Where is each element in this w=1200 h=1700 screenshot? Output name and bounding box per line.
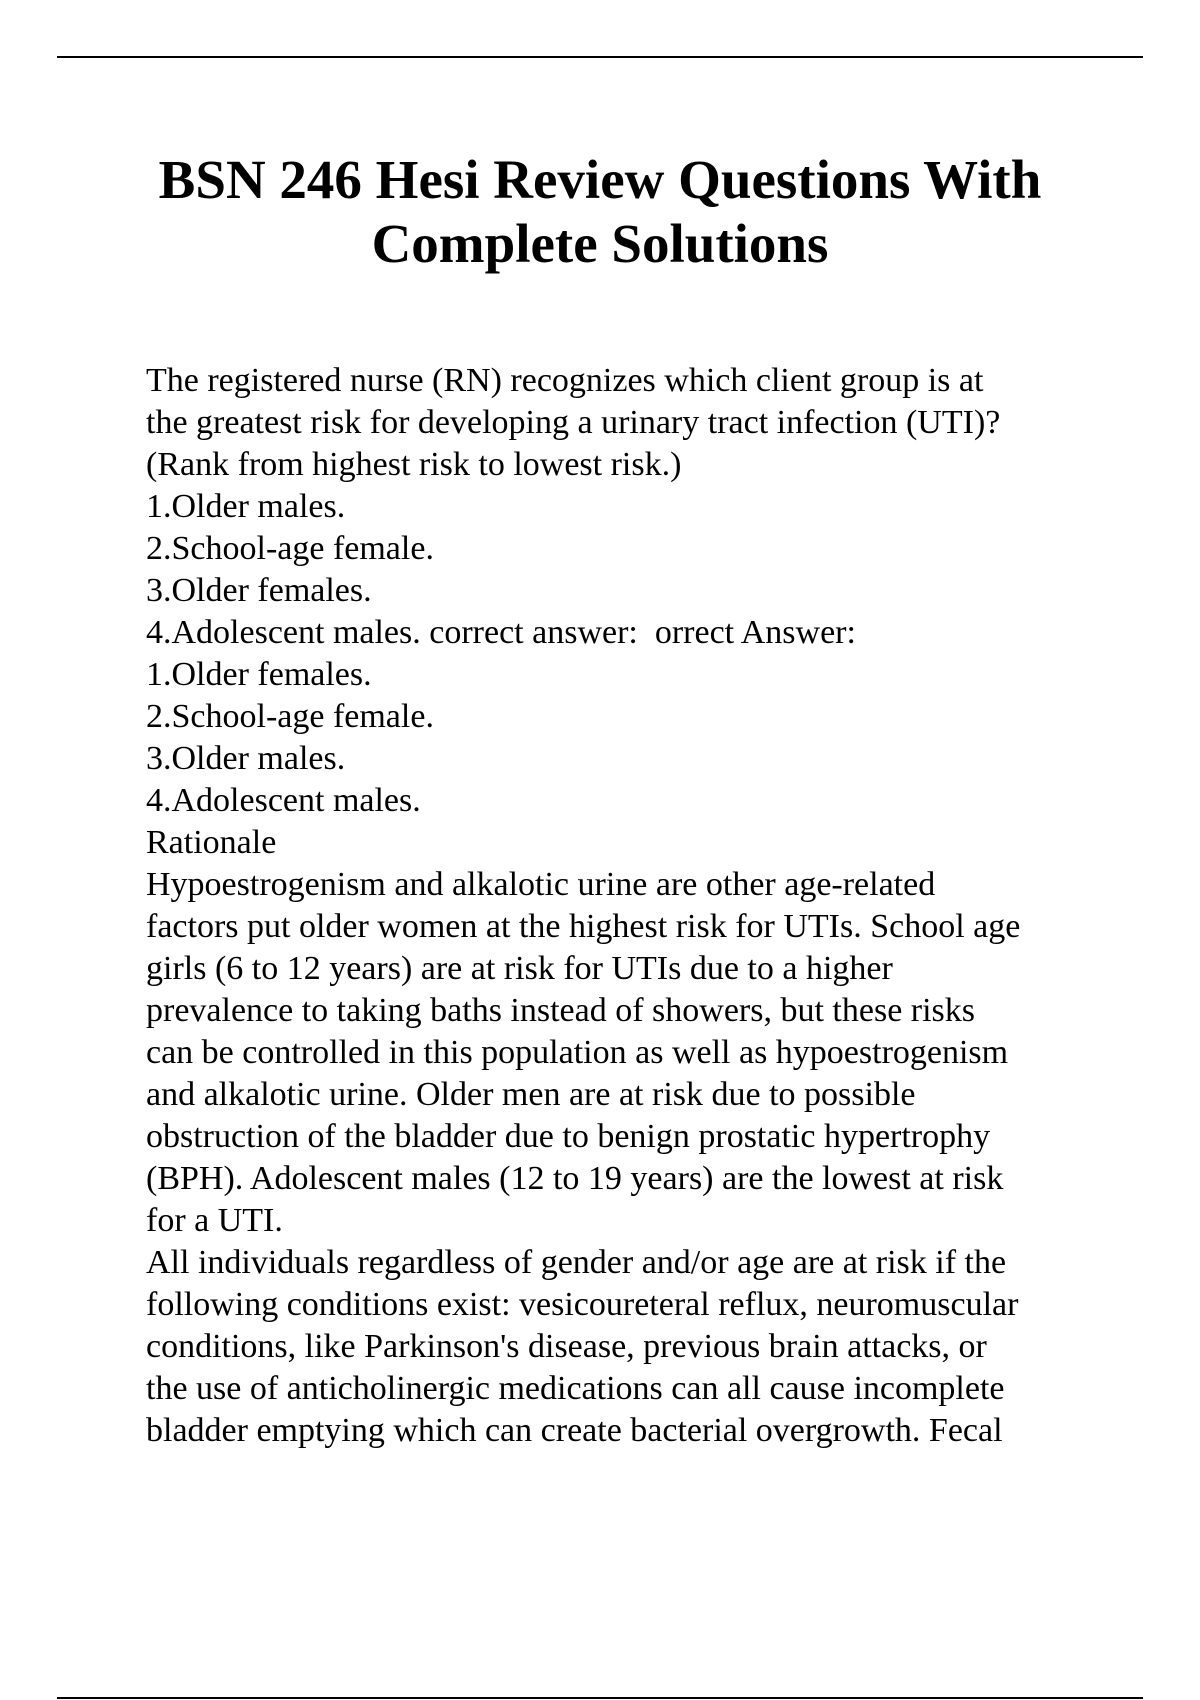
option-line: 1.Older males. [146,488,346,525]
footer-divider [57,1697,1143,1699]
rationale-text-line: can be controlled in this population as well as hypoestrogenism [146,1034,1009,1071]
rationale-heading: Rationale [146,824,277,861]
rationale-text-line: conditions, like Parkinson's disease, previous brain attacks, or [146,1328,987,1365]
rationale-text-line: the use of anticholinergic medications can all cause incomplete [146,1370,1005,1407]
rationale-text-line: Hypoestrogenism and alkalotic urine are other age-related [146,866,936,903]
question-text-line: (Rank from highest risk to lowest risk.) [146,446,682,483]
header-divider [57,56,1143,58]
answer-line: 4.Adolescent males. [146,782,421,819]
rationale-text-line: for a UTI. [146,1202,283,1239]
rationale-text-line: girls (6 to 12 years) are at risk for UTIs due to a higher [146,950,893,987]
rationale-text-line: prevalence to taking baths instead of showers, but these risks [146,992,976,1029]
rationale-text-line: (BPH). Adolescent males (12 to 19 years) are the lowest at risk [146,1160,1004,1197]
page-title-line: BSN 246 Hesi Review Questions With [158,149,1042,210]
rationale-text-line: factors put older women at the highest risk for UTIs. School age [146,908,1021,945]
option-line: 2.School-age female. [146,530,434,567]
rationale-text-line: All individuals regardless of gender and/or age are at risk if the [146,1244,1007,1281]
rationale-text-line: following conditions exist: vesicoureteral reflux, neuromuscular [146,1286,1019,1323]
rationale-text-line: bladder emptying which can create bacterial overgrowth. Fecal [146,1412,1003,1449]
rationale-text-line: and alkalotic urine. Older men are at risk due to possible [146,1076,916,1113]
document-body [146,360,1146,1452]
page-title-line: Complete Solutions [371,213,829,274]
question-text-line: The registered nurse (RN) recognizes which client group is at [146,362,984,399]
page-title [100,148,1100,276]
rationale-text-line: obstruction of the bladder due to benign prostatic hypertrophy [146,1118,991,1155]
option-line: 4.Adolescent males. correct answer: orrect Answer: [146,614,856,651]
answer-line: 2.School-age female. [146,698,434,735]
answer-line: 3.Older males. [146,740,346,777]
question-text-line: the greatest risk for developing a urinary tract infection (UTI)? [146,404,1001,441]
answer-line: 1.Older females. [146,656,372,693]
option-line: 3.Older females. [146,572,372,609]
